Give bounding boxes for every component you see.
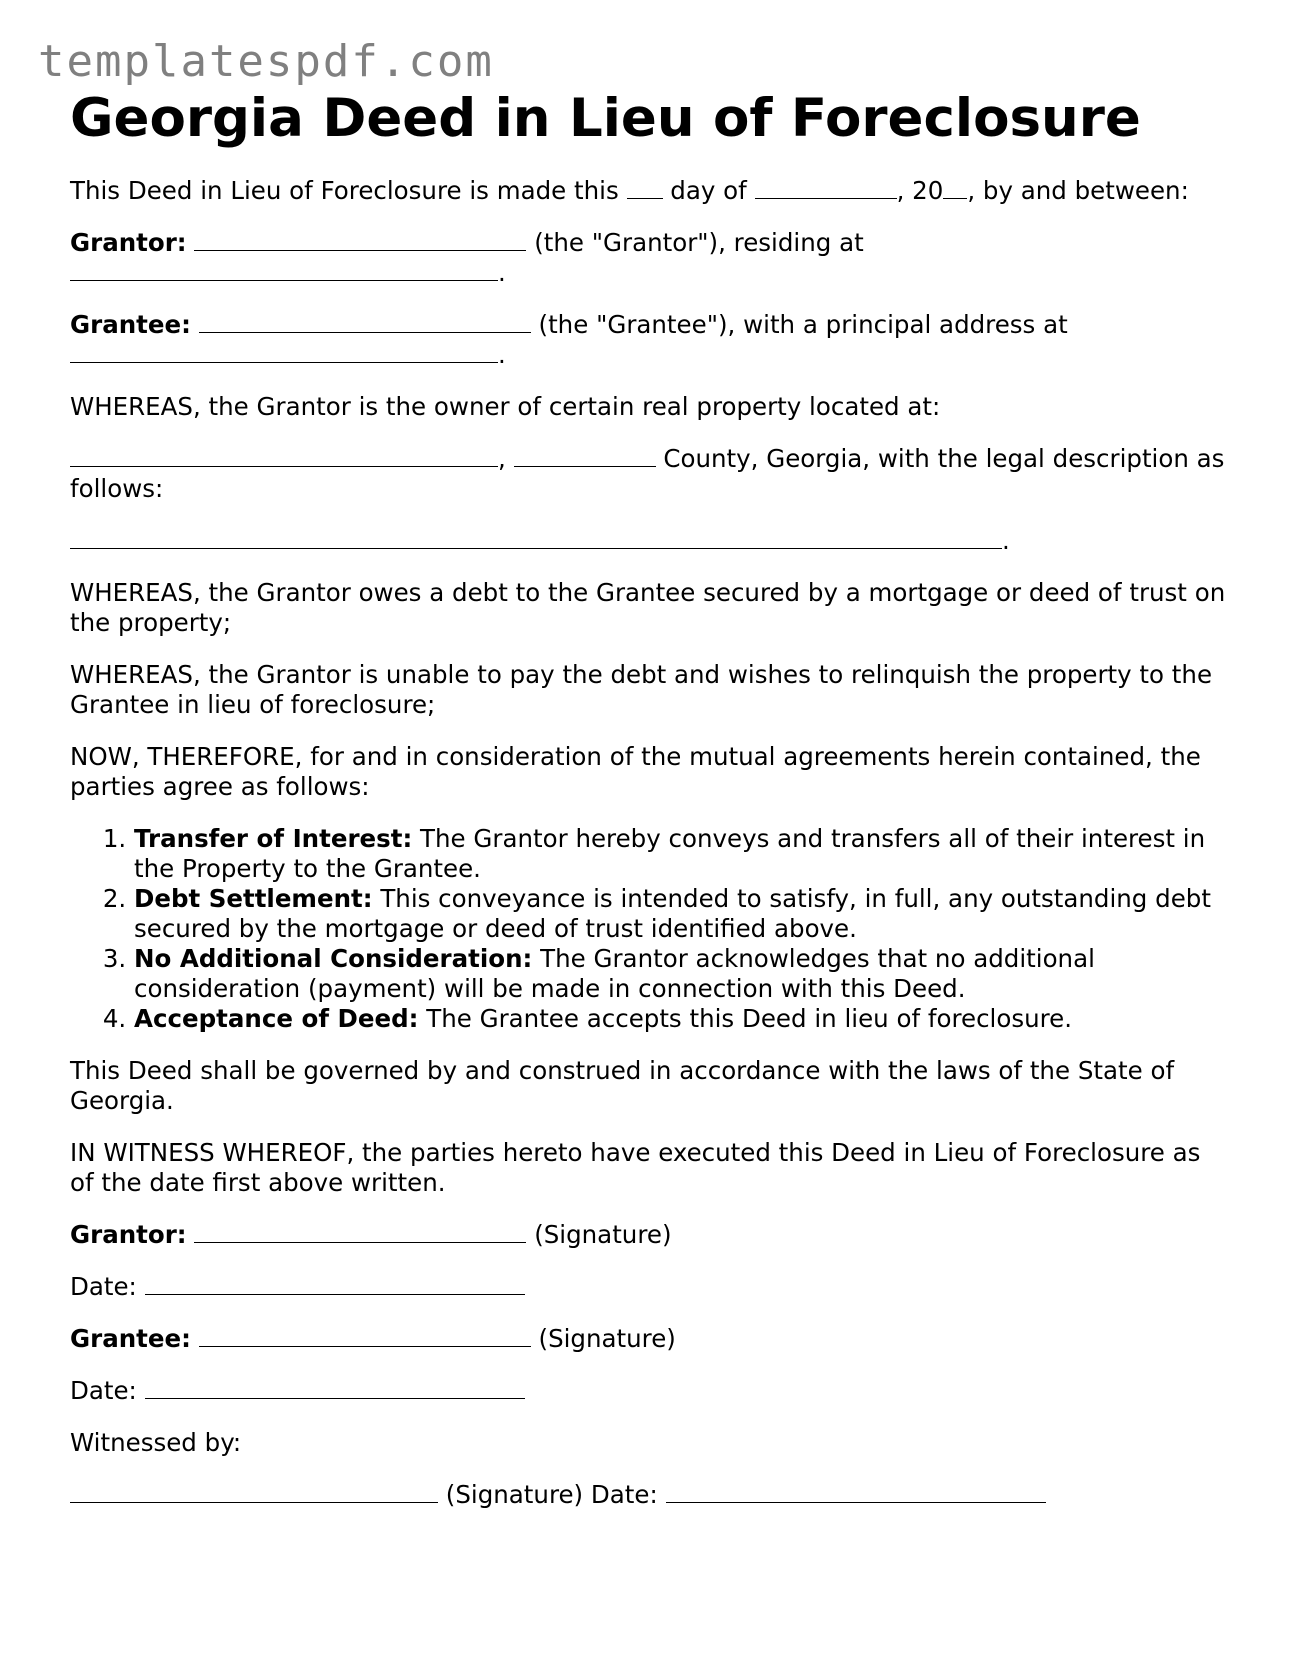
intro-text-2: day of (670, 176, 747, 205)
grantee-role-text: (the "Grantee"), with a principal address at (538, 310, 1068, 339)
grantee-label: Grantee: (70, 310, 191, 339)
witnessed-by: Witnessed by: (70, 1428, 242, 1457)
witness-date-field[interactable] (666, 1480, 1046, 1503)
intro-text-1: This Deed in Lieu of Foreclosure is made this (70, 176, 619, 205)
witness-whereof: IN WITNESS WHEREOF, the parties hereto have executed this Deed in Lieu of Foreclosure as of the date first above written. (70, 1138, 1201, 1197)
grantee-signature-field[interactable] (199, 1324, 531, 1347)
grantor-name-field[interactable] (194, 228, 526, 251)
grantee-date-field[interactable] (145, 1376, 525, 1399)
grantor-signature-line (70, 1220, 1230, 1250)
grantor-date-label: Date: (70, 1272, 137, 1301)
day-field[interactable] (627, 176, 663, 199)
term-item (134, 1004, 1230, 1034)
document-body (70, 84, 1230, 1510)
legal-description: . (70, 526, 1230, 556)
term-title: Debt Settlement: (134, 884, 373, 913)
witness-signature-field[interactable] (70, 1480, 438, 1503)
year-field[interactable] (943, 176, 967, 199)
grantee-signature-label: Grantee: (70, 1324, 191, 1353)
term-text: The Grantee accepts this Deed in lieu of foreclosure. (426, 1004, 1073, 1033)
term-text: The Grantor acknowledges that no additional consideration (payment) will be made in connection with this Deed. (134, 944, 1095, 1003)
grantor-label: Grantor: (70, 228, 187, 257)
grantor-role-text: (the "Grantor"), residing at (534, 228, 864, 257)
property-county-text: County, Georgia, with the legal description as follows: (70, 444, 1225, 503)
grantee-party: Grantee: (the "Grantee"), with a principal address at . (70, 310, 1068, 369)
term-item (134, 824, 1230, 884)
governing-law: This Deed shall be governed by and construed in accordance with the laws of the State of Georgia. (70, 1056, 1175, 1115)
property-address-field[interactable] (70, 444, 498, 467)
term-item (134, 884, 1230, 944)
term-title: No Additional Consideration: (134, 944, 533, 973)
grantor-date-line (70, 1272, 1230, 1302)
grantee-name-field[interactable] (199, 310, 531, 333)
month-field[interactable] (755, 176, 897, 199)
property-location: , County, Georgia, with the legal description as follows: (70, 444, 1225, 503)
term-text: The Grantor hereby conveys and transfers all of their interest in the Property to the Grantee. (134, 824, 1206, 883)
intro-text-3: , 20 (896, 176, 944, 205)
grantee-date-label: Date: (70, 1376, 137, 1405)
legal-description-field[interactable] (70, 526, 1002, 549)
now-therefore: NOW, THEREFORE, for and in consideration of the mutual agreements herein contained, the parties agree as follows: (70, 742, 1201, 801)
whereas-debt: WHEREAS, the Grantor owes a debt to the Grantee secured by a mortgage or deed of trust on the property; (70, 578, 1226, 637)
grantor-signature-field[interactable] (194, 1220, 526, 1243)
watermark: templatespdf.com (38, 36, 494, 87)
intro-text-4: , by and between: (967, 176, 1189, 205)
intro-paragraph (70, 176, 1230, 206)
grantee-address-field[interactable] (70, 340, 498, 363)
whereas-unable: WHEREAS, the Grantor is unable to pay the debt and wishes to relinquish the property to the Grantee in lieu of foreclosure; (70, 660, 1213, 719)
terms-list (70, 824, 1230, 1034)
grantor-signature-label: Grantor: (70, 1220, 187, 1249)
grantee-signature-line (70, 1324, 1230, 1354)
term-text: This conveyance is intended to satisfy, in full, any outstanding debt secured by the mortgage or deed of trust identified above. (134, 884, 1211, 943)
term-title: Transfer of Interest: (134, 824, 413, 853)
document-title: Georgia Deed in Lieu of Foreclosure (70, 88, 1141, 149)
term-item (134, 944, 1230, 1004)
whereas-property: WHEREAS, the Grantor is the owner of certain real property located at: (70, 392, 941, 421)
grantee-signature-text: (Signature) (538, 1324, 676, 1353)
grantor-party: Grantor: (the "Grantor"), residing at . (70, 228, 864, 287)
grantee-date-line (70, 1376, 1230, 1406)
county-field[interactable] (514, 444, 656, 467)
grantor-date-field[interactable] (145, 1272, 525, 1295)
grantor-address-field[interactable] (70, 258, 498, 281)
witness-signature-date-text: (Signature) Date: (445, 1480, 658, 1509)
witness-signature-line (70, 1480, 1230, 1510)
grantor-signature-text: (Signature) (534, 1220, 672, 1249)
term-title: Acceptance of Deed: (134, 1004, 419, 1033)
